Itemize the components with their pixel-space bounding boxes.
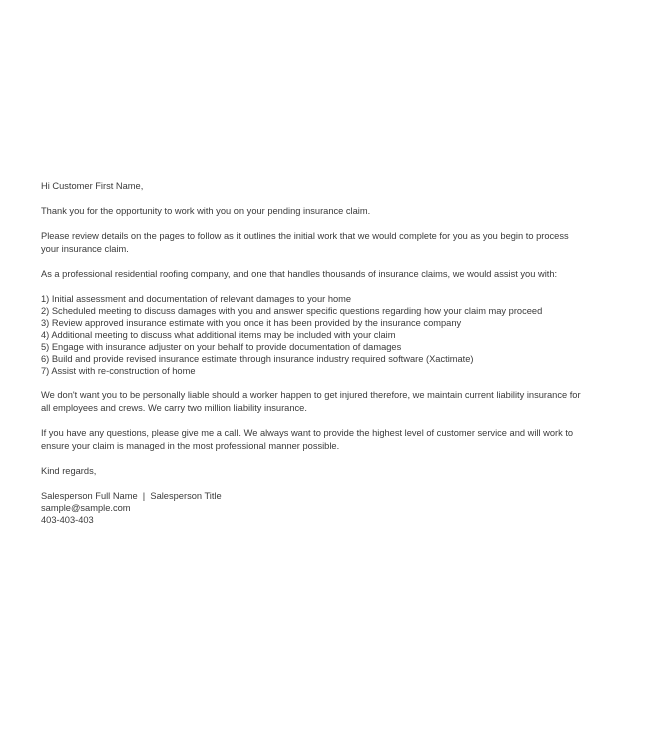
signature-email: sample@sample.com bbox=[41, 503, 131, 513]
signature-phone: 403-403-403 bbox=[41, 515, 94, 525]
service-list bbox=[41, 293, 581, 377]
signature-block bbox=[41, 490, 581, 526]
list-item: 6) Build and provide revised insurance estimate through insurance industry required software (Xactimate) bbox=[41, 354, 474, 364]
list-item: 3) Review approved insurance estimate with you once it has been provided by the insurance company bbox=[41, 318, 462, 328]
list-item: 4) Additional meeting to discuss what additional items may be included with your claim bbox=[41, 330, 396, 340]
letter-paragraph-review: Please review details on the pages to follow as it outlines the initial work that we would complete for you as you begin to process your insurance claim. bbox=[41, 231, 569, 254]
list-item: 5) Engage with insurance adjuster on your behalf to provide documentation of damages bbox=[41, 342, 402, 352]
signature-name-title: Salesperson Full Name | Salesperson Title bbox=[41, 491, 222, 501]
list-item: 1) Initial assessment and documentation of relevant damages to your home bbox=[41, 294, 352, 304]
letter-paragraph-liability: We don't want you to be personally liable should a worker happen to get injured therefore, we maintain current liability insurance for all employees and crews. We carry two million liability insurance. bbox=[41, 390, 581, 413]
list-item: 7) Assist with re-construction of home bbox=[41, 366, 196, 376]
letter-body bbox=[41, 180, 581, 526]
letter-paragraph-intro: Thank you for the opportunity to work with you on your pending insurance claim. bbox=[41, 206, 371, 216]
letter-greeting: Hi Customer First Name, bbox=[41, 181, 144, 191]
letter-paragraph-assist: As a professional residential roofing company, and one that handles thousands of insurance claims, we would assist you with: bbox=[41, 269, 558, 279]
list-item: 2) Scheduled meeting to discuss damages with you and answer specific questions regarding how your claim may proceed bbox=[41, 306, 543, 316]
letter-closing: Kind regards, bbox=[41, 466, 97, 476]
letter-paragraph-questions: If you have any questions, please give me a call. We always want to provide the highest level of customer service and will work to ensure your claim is managed in the most professional manner possible. bbox=[41, 428, 574, 451]
